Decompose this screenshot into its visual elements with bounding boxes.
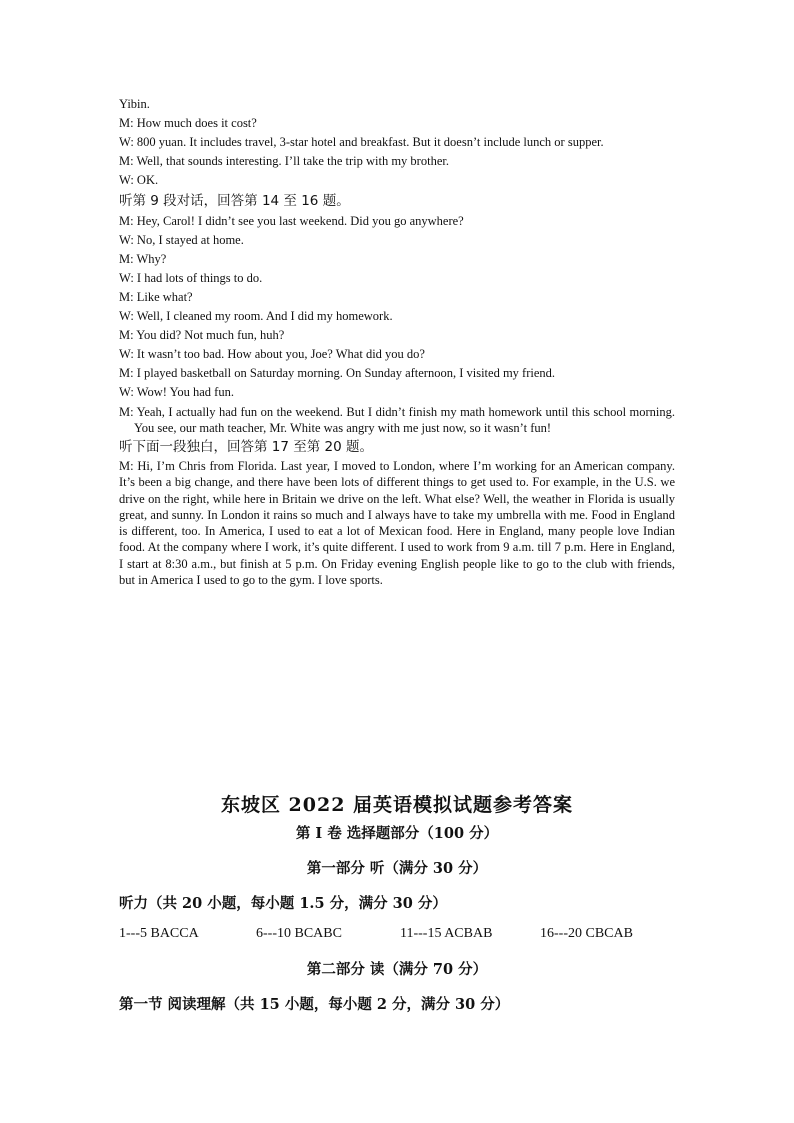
listening-transcript <box>119 95 675 588</box>
transcript-line: W: OK. <box>119 173 159 187</box>
transcript-line: M: Like what? <box>119 290 193 304</box>
transcript-line: W: It wasn’t too bad. How about you, Joe? What did you do? <box>119 347 425 361</box>
monologue-heading: 听下面一段独白，回答第 17 至第 20 题。 <box>119 439 374 455</box>
transcript-line: M: I played basketball on Saturday morning. On Sunday afternoon, I visited my friend. <box>119 366 556 380</box>
part-one-heading: 第一部分 听（满分 30 分） <box>306 860 488 877</box>
answer-group: 1---5 BACCA <box>119 926 199 941</box>
answer-group: 11---15 ACBAB <box>400 926 493 941</box>
answer-group: 16---20 CBCAB <box>540 926 633 941</box>
transcript-line: W: Well, I cleaned my room. And I did my homework. <box>119 309 393 323</box>
part-two-heading: 第二部分 读（满分 70 分） <box>306 961 488 978</box>
transcript-line: M: Yeah, I actually had fun on the weekend. But I didn’t finish my math homework until this school morning. You see, our math teacher, Mr. White was angry with me just now, so it wasn’t fun! <box>119 405 675 435</box>
transcript-line: W: Wow! You had fun. <box>119 385 234 399</box>
transcript-line: M: How much does it cost? <box>119 116 257 130</box>
transcript-line: M: You did? Not much fun, huh? <box>119 328 285 342</box>
transcript-line: W: 800 yuan. It includes travel, 3-star hotel and breakfast. But it doesn’t include lunch or supper. <box>119 135 604 149</box>
transcript-line: M: Hey, Carol! I didn’t see you last weekend. Did you go anywhere? <box>119 214 464 228</box>
reading-section-heading: 第一节 阅读理解（共 15 小题，每小题 2 分，满分 30 分） <box>119 996 510 1013</box>
volume-heading: 第 I 卷 选择题部分（100 分） <box>295 825 499 842</box>
transcript-line: M: Why? <box>119 252 167 266</box>
transcript-line: W: No, I stayed at home. <box>119 233 244 247</box>
dialogue-9-heading: 听第 9 段对话，回答第 14 至 16 题。 <box>119 193 350 209</box>
transcript-line: M: Well, that sounds interesting. I’ll take the trip with my brother. <box>119 154 449 168</box>
transcript-line: Yibin. <box>119 97 150 111</box>
transcript-line: W: I had lots of things to do. <box>119 271 263 285</box>
monologue-text: M: Hi, I’m Chris from Florida. Last year, I moved to London, where I’m working for an American company. It’s been a big change, and there have been lots of different things to get used to. For example, in the U.S. we drive on the right, while here in Britain we drive on the left. What else? Well, the weather in Florida is usually great, and sunny. In London it rains so much and I always have to take my umbrella with me. Food in England is different, too. In America, I used to eat a lot of Mexican food. Here in England, many people love Indian food. At the company where I work, it’s quite different. I used to work from 9 a.m. till 7 p.m. Here in England, I start at 8:30 a.m., but finish at 5 p.m. On Friday evening English people like to go to the club with friends, but in America I used to go to the gym. I love sports. <box>119 459 675 588</box>
answer-key-title: 东坡区 2022 届英语模拟试题参考答案 <box>220 794 574 816</box>
listening-heading: 听力（共 20 小题，每小题 1.5 分，满分 30 分） <box>119 895 447 912</box>
answer-group: 6---10 BCABC <box>256 926 342 941</box>
